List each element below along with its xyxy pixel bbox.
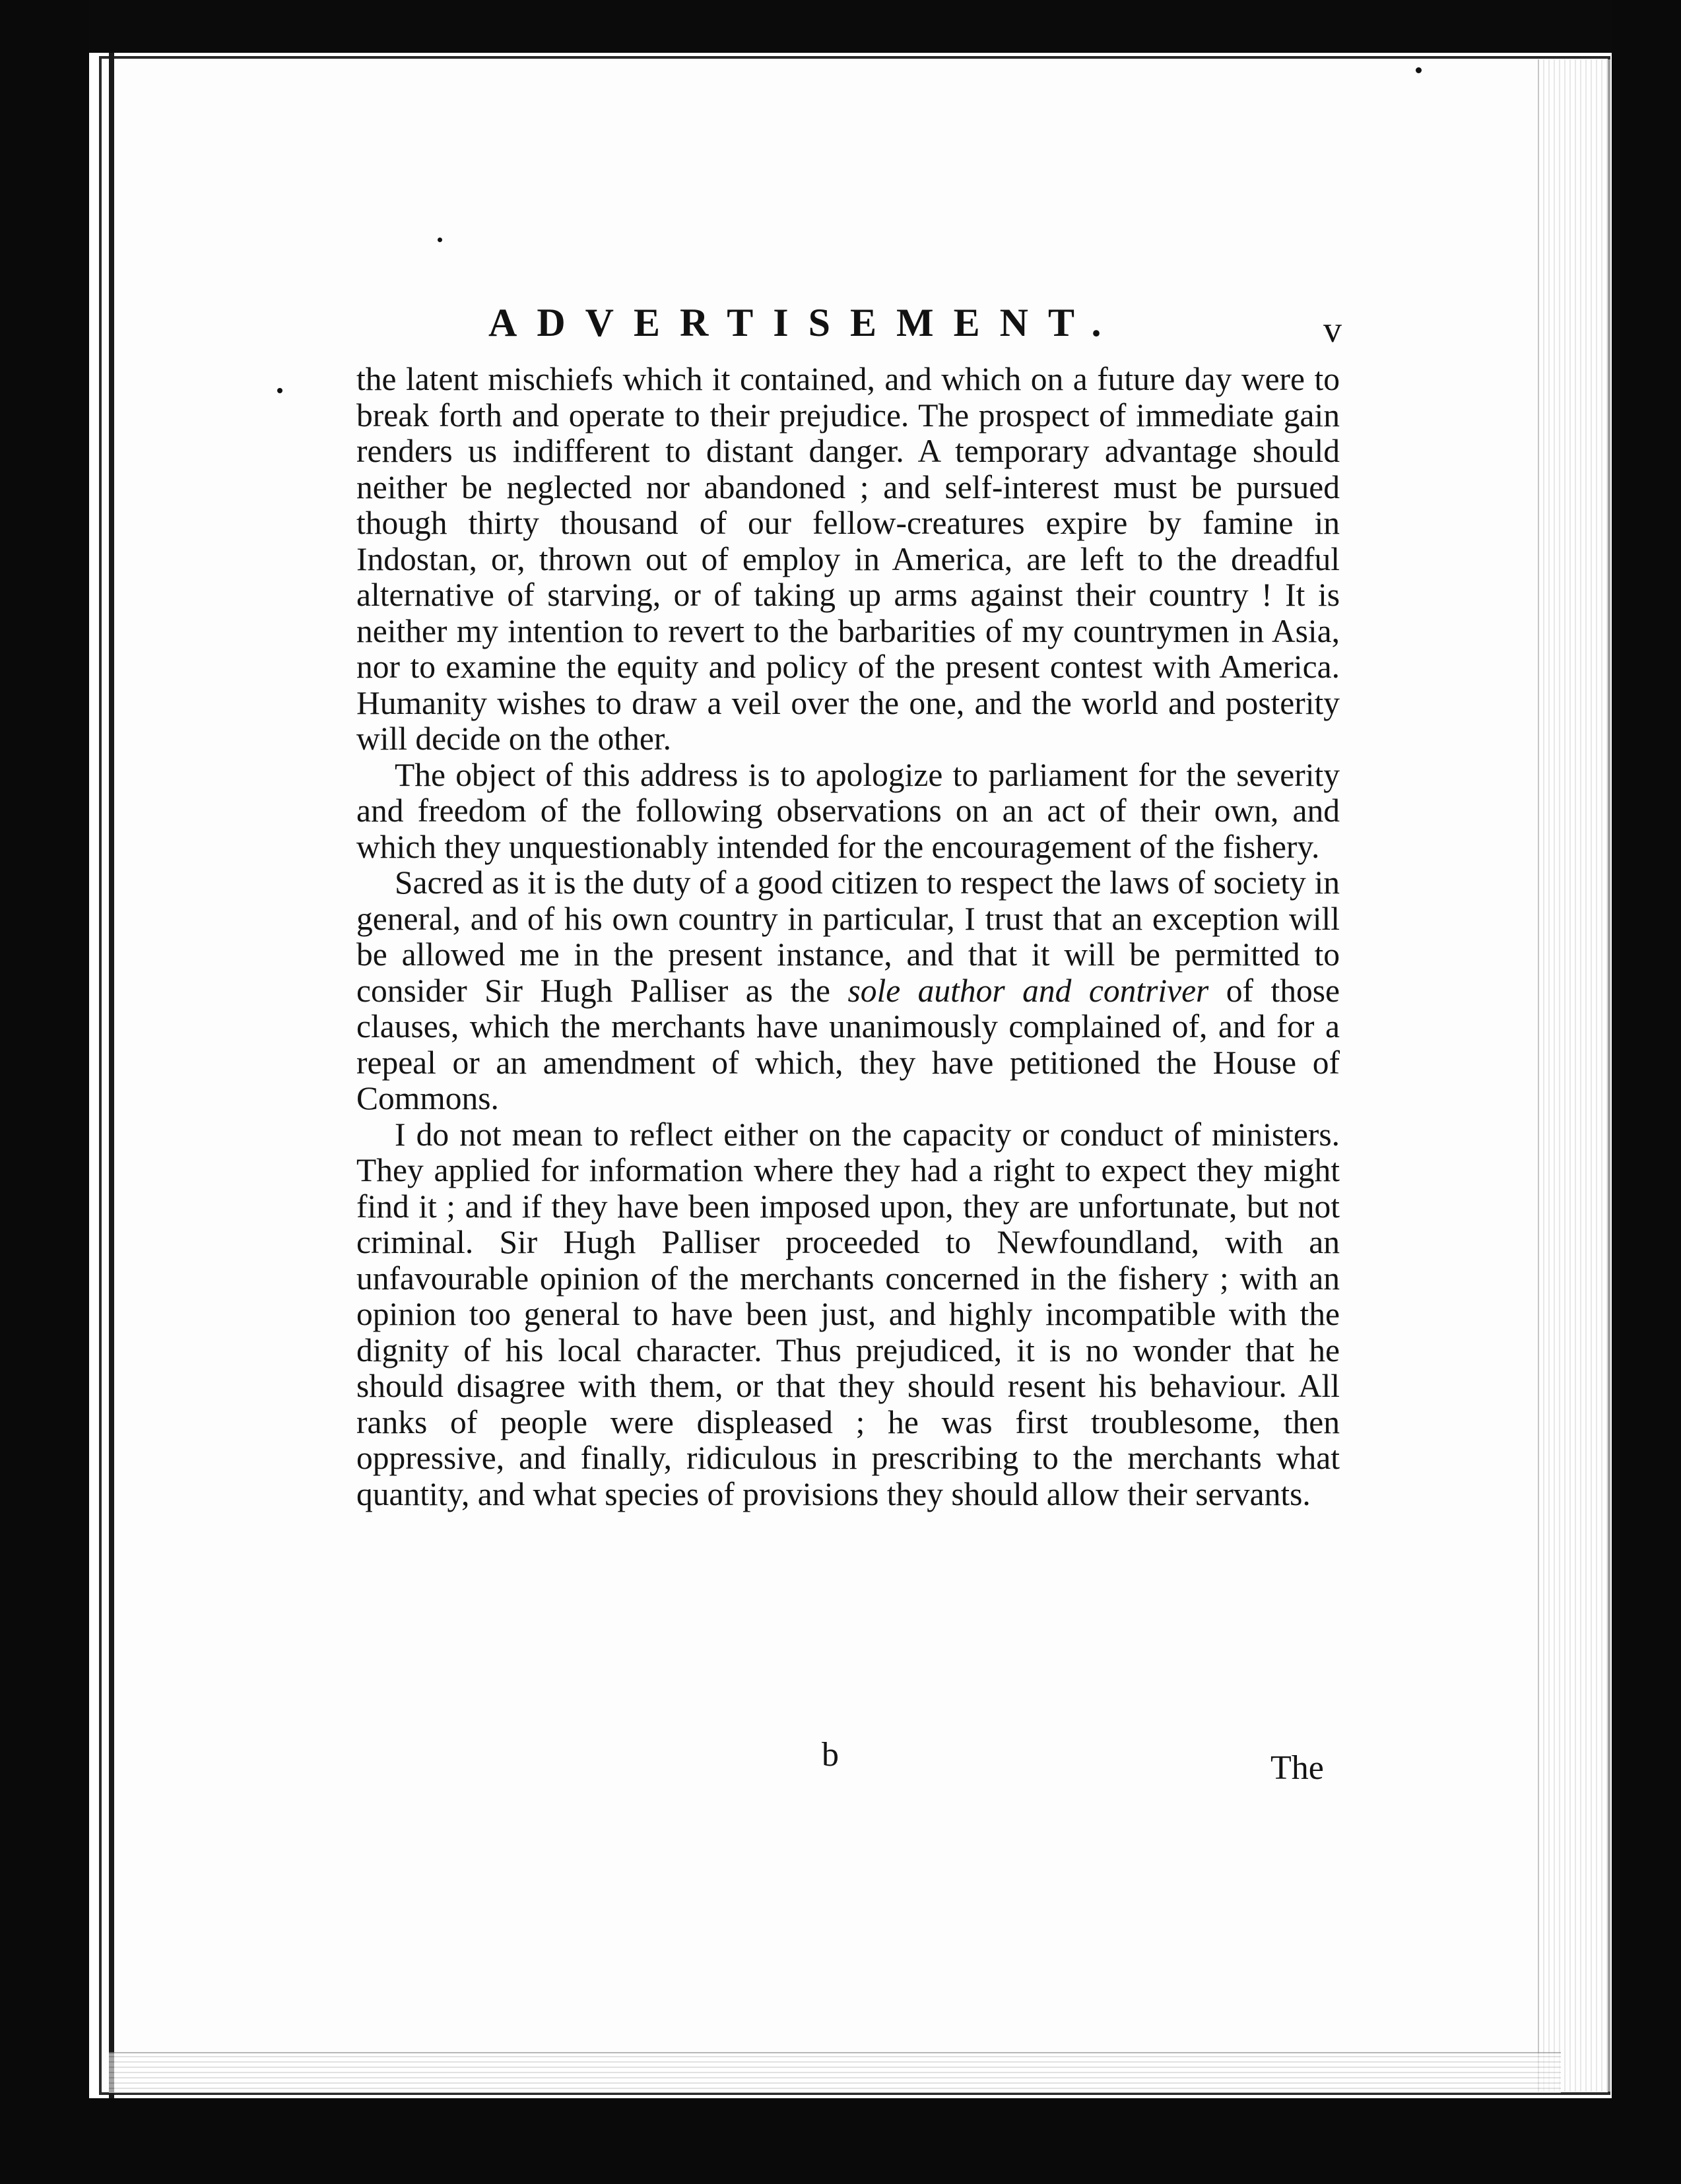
ink-speck: [277, 388, 282, 393]
running-header: ADVERTISEMENT.: [488, 301, 1121, 344]
paragraph-3: [356, 865, 1340, 1117]
catchword: The: [1270, 1749, 1324, 1787]
scan-border-left: [0, 0, 89, 2184]
page-edge-bottom: [109, 2052, 1561, 2093]
ink-speck: [438, 238, 442, 242]
book-spine: [109, 53, 114, 2098]
page-number: v: [1323, 309, 1342, 350]
signature-mark: b: [822, 1736, 839, 1774]
paragraph-3-text-after: of those clauses, which the merchants have unanimously complained of, and for a repeal or an amendment of which, they have petitioned the House of Commons.: [356, 972, 1340, 1116]
scan-border-bottom: [0, 2098, 1681, 2184]
scan-border-right: [1612, 0, 1681, 2184]
body-text: [356, 362, 1340, 1512]
paragraph-2: The object of this address is to apologize to parliament for the severity and freedom of the following observations on an act of their own, and which they unquestionably intended for the encouragement of the fishery.: [356, 756, 1340, 865]
paragraph-1: the latent mischiefs which it contained, and which on a future day were to break forth and operate to their prejudice. The prospect of immediate gain renders us indifferent to distant danger. A temporary advantage should neither be neglected nor abandoned ; and self-interest must be pursued though thirty thousand of our fellow-creatures expire by famine in Indostan, or, thrown out of employ in America, are left to the dreadful alternative of starving, or of taking up arms against their country ! It is neither my intention to revert to the barbarities of my countrymen in Asia, nor to examine the equity and policy of the present contest with America. Humanity wishes to draw a veil over the one, and the world and posterity will decide on the other.: [356, 361, 1340, 757]
paragraph-4: I do not mean to reflect either on the capacity or conduct of ministers. They applied for information where they had a right to expect they might find it ; and if they have been imposed upon, they are unfortunate, but not criminal. Sir Hugh Palliser proceeded to Newfoundland, with an unfavourable opinion of the merchants concerned in the fishery ; with an opinion too general to have been just, and highly incompatible with the dignity of his local character. Thus prejudiced, it is no wonder that he should disagree with them, or that they should resent his behaviour. All ranks of people were displeased ; he was first troublesome, then oppressive, and finally, ridiculous in prescribing to the merchants what quantity, and what species of provisions they should allow their servants.: [356, 1116, 1340, 1512]
emphasis-sole-author: sole author and contriver: [847, 972, 1209, 1009]
page-edge-right: [1538, 59, 1612, 2092]
scan-border-top: [0, 0, 1681, 53]
ink-speck: [1416, 67, 1422, 73]
paragraph-3-text-before: Sacred as it is the duty of a good citizen to respect the laws of society in general, and of his own country in particular, I trust that an exception will be allowed me in the present instance, and that it will be permitted to consider Sir Hugh Palliser as the: [356, 864, 1340, 1009]
